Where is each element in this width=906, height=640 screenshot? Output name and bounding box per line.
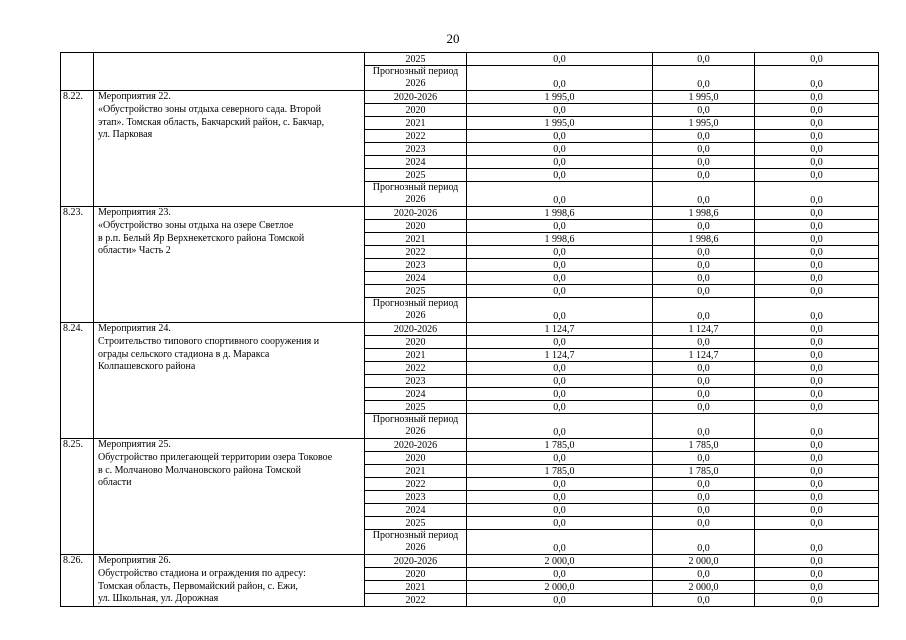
regional-budget-value-cell: 0,0 [653,401,755,414]
period-cell: 2020 [365,452,467,465]
section-name-line: Колпашевского района [98,361,196,373]
section-name-line: Мероприятия 26. [98,555,171,566]
total-value-cell: 0,0 [467,143,653,156]
regional-budget-value-cell: 0,0 [653,491,755,504]
regional-budget-value-cell: 0,0 [653,259,755,272]
total-value-cell: 0,0 [467,478,653,491]
total-value-cell: 0,0 [467,130,653,143]
section-number: 8.22. [61,91,94,207]
regional-budget-value-cell: 0,0 [653,246,755,259]
section-name-line: Мероприятия 24. [98,323,171,334]
regional-budget-value-cell: 0,0 [653,362,755,375]
other-value-cell: 0,0 [755,349,879,362]
regional-budget-value-cell: 0,0 [653,53,755,66]
section-number: 8.23. [61,207,94,323]
number-cell [61,53,94,91]
section-name [94,207,365,323]
forecast-period-label: Прогнозный период 2026 [372,414,459,437]
regional-budget-value-cell: 0,0 [653,530,755,555]
other-value-cell: 0,0 [755,414,879,439]
table-row [61,53,879,66]
section-name-line: Мероприятия 22. [98,91,171,102]
section-name [94,555,365,607]
table-row [61,439,879,452]
other-value-cell: 0,0 [755,517,879,530]
total-value-cell: 1 995,0 [467,117,653,130]
section-name-line: этап». Томская область, Бакчарский район, с. Бакчар, [98,116,325,128]
total-value-cell: 1 995,0 [467,91,653,104]
period-cell [365,66,467,91]
section-number: 8.24. [61,323,94,439]
period-cell [365,182,467,207]
other-value-cell: 0,0 [755,233,879,246]
section-name-line: области [98,477,132,489]
total-value-cell: 0,0 [467,414,653,439]
regional-budget-value-cell: 1 785,0 [653,439,755,452]
total-value-cell: 0,0 [467,375,653,388]
period-cell: 2022 [365,594,467,607]
regional-budget-value-cell: 0,0 [653,336,755,349]
total-value-cell: 0,0 [467,336,653,349]
period-cell: 2020-2026 [365,323,467,336]
total-value-cell: 1 998,6 [467,233,653,246]
period-cell: 2021 [365,117,467,130]
total-value-cell: 0,0 [467,452,653,465]
total-value-cell: 0,0 [467,298,653,323]
regional-budget-value-cell: 0,0 [653,504,755,517]
regional-budget-value-cell: 1 124,7 [653,323,755,336]
section-number: 8.25. [61,439,94,555]
total-value-cell: 0,0 [467,285,653,298]
table-row [61,91,879,104]
period-cell: 2025 [365,285,467,298]
regional-budget-value-cell: 0,0 [653,130,755,143]
regional-budget-value-cell: 2 000,0 [653,555,755,568]
other-value-cell: 0,0 [755,555,879,568]
period-cell: 2024 [365,272,467,285]
other-value-cell: 0,0 [755,169,879,182]
forecast-period-label: Прогнозный период 2026 [372,298,459,321]
period-cell: 2024 [365,388,467,401]
other-value-cell: 0,0 [755,130,879,143]
other-value-cell: 0,0 [755,336,879,349]
regional-budget-value-cell: 2 000,0 [653,581,755,594]
other-value-cell: 0,0 [755,156,879,169]
period-cell: 2020-2026 [365,439,467,452]
regional-budget-value-cell: 0,0 [653,478,755,491]
section-name-line: Строительство типового спортивного сооружения и [98,335,320,347]
total-value-cell: 0,0 [467,388,653,401]
regional-budget-value-cell: 0,0 [653,156,755,169]
total-value-cell: 0,0 [467,504,653,517]
other-value-cell: 0,0 [755,298,879,323]
regional-budget-value-cell: 1 998,6 [653,207,755,220]
section-name-line: ул. Парковая [98,129,153,141]
period-cell [365,414,467,439]
other-value-cell: 0,0 [755,285,879,298]
other-value-cell: 0,0 [755,491,879,504]
other-value-cell: 0,0 [755,143,879,156]
other-value-cell: 0,0 [755,581,879,594]
table-row [61,323,879,336]
section-number: 8.26. [61,555,94,607]
regional-budget-value-cell: 0,0 [653,594,755,607]
other-value-cell: 0,0 [755,182,879,207]
regional-budget-value-cell: 0,0 [653,143,755,156]
total-value-cell: 0,0 [467,246,653,259]
period-cell: 2020-2026 [365,555,467,568]
section-name-line: «Обустройство зоны отдыха на озере Светлое [98,219,294,231]
section-name-line: области» Часть 2 [98,245,171,257]
period-cell: 2021 [365,465,467,478]
total-value-cell: 0,0 [467,491,653,504]
regional-budget-value-cell: 0,0 [653,375,755,388]
regional-budget-value-cell: 0,0 [653,104,755,117]
total-value-cell: 0,0 [467,517,653,530]
regional-budget-value-cell: 0,0 [653,66,755,91]
period-cell: 2022 [365,478,467,491]
period-cell: 2023 [365,143,467,156]
table-row [61,207,879,220]
total-value-cell: 0,0 [467,401,653,414]
budget-table [60,52,879,607]
total-value-cell: 0,0 [467,53,653,66]
section-name-line: Обустройство прилегающей территории озера Токовое [98,451,333,463]
period-cell: 2022 [365,362,467,375]
section-name-line: «Обустройство зоны отдыха северного сада. Второй [98,103,321,115]
regional-budget-value-cell: 0,0 [653,452,755,465]
total-value-cell: 0,0 [467,568,653,581]
regional-budget-value-cell: 1 998,6 [653,233,755,246]
period-cell: 2020 [365,336,467,349]
total-value-cell: 2 000,0 [467,581,653,594]
regional-budget-value-cell: 0,0 [653,272,755,285]
regional-budget-value-cell: 0,0 [653,285,755,298]
period-cell: 2021 [365,581,467,594]
total-value-cell: 1 998,6 [467,207,653,220]
regional-budget-value-cell: 1 124,7 [653,349,755,362]
other-value-cell: 0,0 [755,465,879,478]
section-name-line: ограды сельского стадиона в д. Маракса [98,348,270,360]
total-value-cell: 0,0 [467,66,653,91]
other-value-cell: 0,0 [755,362,879,375]
period-cell: 2023 [365,375,467,388]
total-value-cell: 0,0 [467,594,653,607]
total-value-cell: 0,0 [467,182,653,207]
section-name-line: Мероприятия 25. [98,439,171,450]
section-name [94,91,365,207]
section-name [94,439,365,555]
other-value-cell: 0,0 [755,66,879,91]
total-value-cell: 0,0 [467,362,653,375]
period-cell: 2020 [365,568,467,581]
period-cell: 2021 [365,349,467,362]
other-value-cell: 0,0 [755,53,879,66]
regional-budget-value-cell: 0,0 [653,414,755,439]
other-value-cell: 0,0 [755,504,879,517]
section-name-line: Мероприятия 23. [98,207,171,218]
period-cell: 2020-2026 [365,91,467,104]
regional-budget-value-cell: 0,0 [653,182,755,207]
period-cell: 2020-2026 [365,207,467,220]
forecast-period-label: Прогнозный период 2026 [372,530,459,553]
other-value-cell: 0,0 [755,207,879,220]
period-cell: 2020 [365,104,467,117]
period-cell: 2020 [365,220,467,233]
forecast-period-label: Прогнозный период 2026 [372,66,459,89]
period-cell: 2024 [365,504,467,517]
period-cell: 2024 [365,156,467,169]
other-value-cell: 0,0 [755,478,879,491]
section-name-line: Томская область, Первомайский район, с. Ежи, [98,580,298,592]
other-value-cell: 0,0 [755,388,879,401]
table-row [61,555,879,568]
total-value-cell: 0,0 [467,169,653,182]
other-value-cell: 0,0 [755,104,879,117]
period-cell: 2025 [365,53,467,66]
period-cell: 2023 [365,491,467,504]
other-value-cell: 0,0 [755,568,879,581]
other-value-cell: 0,0 [755,439,879,452]
section-name-line: ул. Школьная, ул. Дорожная [98,593,219,605]
regional-budget-value-cell: 0,0 [653,517,755,530]
total-value-cell: 1 124,7 [467,323,653,336]
other-value-cell: 0,0 [755,220,879,233]
total-value-cell: 0,0 [467,272,653,285]
other-value-cell: 0,0 [755,272,879,285]
other-value-cell: 0,0 [755,259,879,272]
budget-table-body [61,53,879,607]
period-cell [365,530,467,555]
section-name-line: в р.п. Белый Яр Верхнекетского района Томской [98,232,305,244]
regional-budget-value-cell: 0,0 [653,568,755,581]
period-cell: 2025 [365,401,467,414]
total-value-cell: 1 785,0 [467,439,653,452]
section-name [94,323,365,439]
section-name-line: Обустройство стадиона и ограждения по адресу: [98,567,306,579]
total-value-cell: 0,0 [467,530,653,555]
regional-budget-value-cell: 1 995,0 [653,91,755,104]
other-value-cell: 0,0 [755,530,879,555]
period-cell: 2025 [365,169,467,182]
other-value-cell: 0,0 [755,375,879,388]
total-value-cell: 0,0 [467,259,653,272]
other-value-cell: 0,0 [755,91,879,104]
regional-budget-value-cell: 0,0 [653,169,755,182]
period-cell: 2022 [365,246,467,259]
total-value-cell: 1 124,7 [467,349,653,362]
period-cell [365,298,467,323]
other-value-cell: 0,0 [755,117,879,130]
regional-budget-value-cell: 0,0 [653,220,755,233]
period-cell: 2021 [365,233,467,246]
regional-budget-value-cell: 1 785,0 [653,465,755,478]
forecast-period-label: Прогнозный период 2026 [372,182,459,205]
other-value-cell: 0,0 [755,452,879,465]
period-cell: 2023 [365,259,467,272]
total-value-cell: 0,0 [467,104,653,117]
section-name-line: в с. Молчаново Молчановского района Томской [98,464,301,476]
page-number: 20 [446,31,460,46]
regional-budget-value-cell: 1 995,0 [653,117,755,130]
other-value-cell: 0,0 [755,401,879,414]
total-value-cell: 0,0 [467,220,653,233]
total-value-cell: 2 000,0 [467,555,653,568]
other-value-cell: 0,0 [755,323,879,336]
total-value-cell: 1 785,0 [467,465,653,478]
other-value-cell: 0,0 [755,594,879,607]
total-value-cell: 0,0 [467,156,653,169]
period-cell: 2022 [365,130,467,143]
other-value-cell: 0,0 [755,246,879,259]
regional-budget-value-cell: 0,0 [653,388,755,401]
name-cell [94,53,365,91]
period-cell: 2025 [365,517,467,530]
regional-budget-value-cell: 0,0 [653,298,755,323]
